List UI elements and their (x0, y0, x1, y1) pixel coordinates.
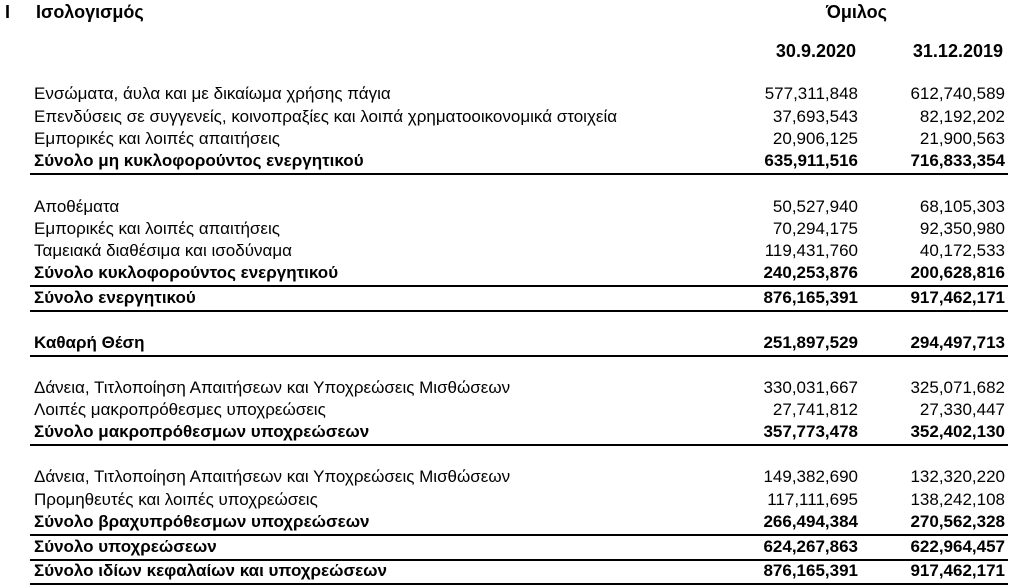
value-2020: 266,494,384 (763, 512, 858, 531)
value-2020: 149,382,690 (763, 467, 858, 486)
table-row (30, 197, 1008, 219)
value-2019: 21,900,563 (919, 129, 1005, 148)
value-2020: 330,031,667 (763, 378, 858, 397)
row-label: Ενσώματα, άυλα και με δικαίωμα χρήσης πάγια (34, 84, 391, 103)
value-2020: 117,111,695 (767, 490, 858, 509)
total-row (30, 288, 1008, 312)
column-header-2019: 31.12.2019 (912, 41, 1003, 61)
row-label: Καθαρή Θέση (34, 333, 145, 352)
table-row (30, 219, 1008, 241)
row-label: Επενδύσεις σε συγγενείς, κοινοπραξίες και λοιπά χρηματοοικονομικά στοιχεία (34, 107, 618, 126)
value-2019: 716,833,354 (910, 151, 1005, 170)
value-2020: 876,165,391 (763, 288, 858, 307)
value-2019: 294,497,713 (910, 333, 1005, 352)
table-row (30, 84, 1008, 106)
table-row (30, 129, 1008, 151)
value-2020: 27,741,812 (772, 400, 858, 419)
table-row (30, 400, 1008, 422)
row-label: Σύνολο ενεργητικού (34, 288, 196, 307)
total-row (30, 422, 1008, 446)
value-2019: 352,402,130 (910, 422, 1005, 441)
value-2019: 200,628,816 (910, 263, 1005, 282)
row-label: Δάνεια, Τιτλοποίηση Απαιτήσεων και Υποχρεώσεις Μισθώσεων (34, 378, 511, 397)
row-label: Σύνολο βραχυπρόθεσμων υποχρεώσεων (34, 512, 370, 531)
row-label: Σύνολο υποχρεώσεων (34, 537, 217, 556)
total-row (30, 333, 1008, 357)
value-2020: 635,911,516 (764, 151, 858, 170)
row-label: Ταμειακά διαθέσιμα και ισοδύναμα (34, 241, 292, 260)
value-2019: 622,964,457 (910, 537, 1005, 556)
value-2020: 37,693,543 (772, 107, 858, 126)
table-row (30, 241, 1008, 263)
value-2020: 624,267,863 (763, 537, 858, 556)
table-row (30, 490, 1008, 512)
total-row (30, 263, 1008, 287)
total-row (30, 512, 1008, 536)
total-row (30, 151, 1008, 175)
section-number: I (5, 2, 11, 22)
row-label: Αποθέματα (34, 197, 120, 216)
value-2019: 612,740,589 (910, 84, 1005, 103)
table-row (30, 107, 1008, 129)
value-2020: 119,431,760 (764, 241, 858, 260)
table-row (30, 378, 1008, 400)
table-row (30, 467, 1008, 489)
value-2020: 357,773,478 (763, 422, 858, 441)
value-2019: 270,562,328 (910, 512, 1005, 531)
row-label: Λοιπές μακροπρόθεσμες υποχρεώσεις (34, 400, 326, 419)
row-label: Σύνολο κυκλοφορούντος ενεργητικού (34, 263, 339, 282)
value-2020: 20,906,125 (772, 129, 858, 148)
value-2020: 50,527,940 (772, 197, 858, 216)
row-label: Δάνεια, Τιτλοποίηση Απαιτήσεων και Υποχρεώσεις Μισθώσεων (34, 467, 511, 486)
row-label: Εμπορικές και λοιπές απαιτήσεις (34, 219, 280, 238)
value-2020: 251,897,529 (763, 333, 858, 352)
value-2020: 577,311,848 (764, 84, 858, 103)
value-2019: 92,350,980 (919, 219, 1005, 238)
group-header: Όμιλος (826, 2, 888, 22)
value-2019: 917,462,171 (910, 561, 1005, 580)
row-label: Προμηθευτές και λοιπές υποχρεώσεις (34, 490, 318, 509)
value-2019: 325,071,682 (910, 378, 1005, 397)
value-2019: 82,192,202 (919, 107, 1005, 126)
column-header-2020: 30.9.2020 (775, 41, 856, 61)
value-2020: 240,253,876 (763, 263, 858, 282)
value-2019: 68,105,303 (919, 197, 1005, 216)
row-label: Σύνολο μακροπρόθεσμων υποχρεώσεων (34, 422, 370, 441)
value-2020: 876,165,391 (763, 561, 858, 580)
value-2019: 40,172,533 (919, 241, 1005, 260)
value-2020: 70,294,175 (772, 219, 858, 238)
page-title: Ισολογισμός (36, 2, 144, 22)
total-row (30, 561, 1008, 585)
row-label: Εμπορικές και λοιπές απαιτήσεις (34, 129, 280, 148)
value-2019: 917,462,171 (910, 288, 1005, 307)
value-2019: 132,320,220 (910, 467, 1005, 486)
row-label: Σύνολο μη κυκλοφορούντος ενεργητικού (34, 151, 364, 170)
value-2019: 27,330,447 (919, 400, 1005, 419)
value-2019: 138,242,108 (910, 490, 1005, 509)
total-row (30, 537, 1008, 561)
row-label: Σύνολο ιδίων κεφαλαίων και υποχρεώσεων (34, 561, 387, 580)
